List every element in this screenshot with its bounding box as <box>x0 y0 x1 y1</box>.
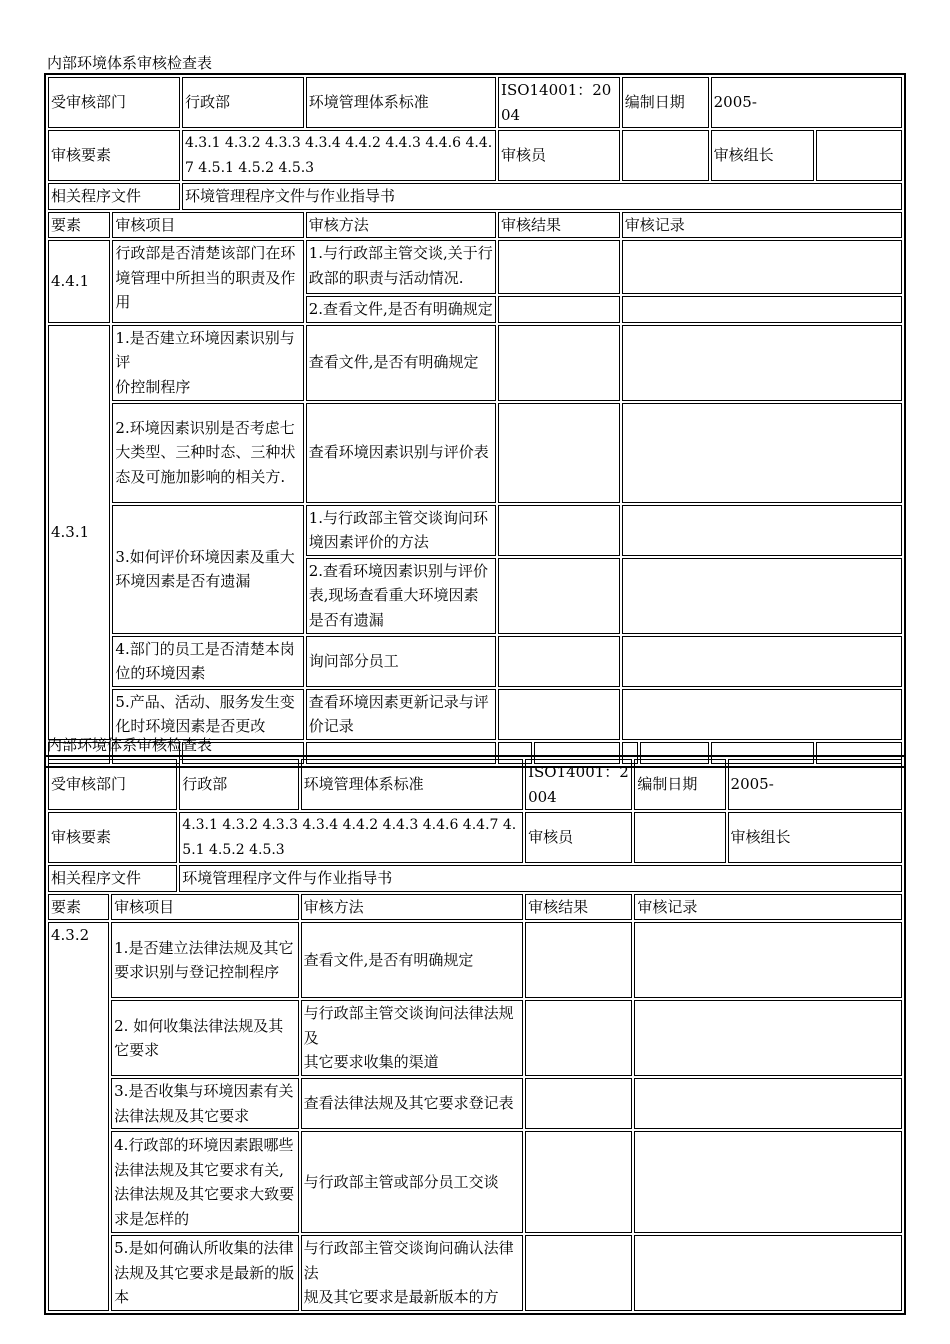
audit-checklist-table-2 <box>44 755 906 1315</box>
method-432-2-line1: 与行政部主管交谈询问法律法规及 <box>303 1004 514 1047</box>
date-label: 编制日期 <box>622 77 709 128</box>
method-432-2-line2: 其它要求收集的渠道 <box>303 1053 439 1072</box>
elements-label: 审核要素 <box>48 130 180 181</box>
record-cell <box>622 636 902 687</box>
col-method: 审核方法 <box>301 894 524 921</box>
item-431-1-line2: 价控制程序 <box>115 377 191 396</box>
result-cell <box>498 689 620 740</box>
method-431-3b: 2.查看环境因素识别与评价表,现场查看重大环境因素是否有遗漏 <box>306 558 496 634</box>
record-cell <box>622 296 902 323</box>
elements-value: 4.3.1 4.3.2 4.3.3 4.3.4 4.4.2 4.4.3 4.4.6 4.4.7 4.5.1 4.5.2 4.5.3 <box>182 130 496 181</box>
item-431-1 <box>112 325 303 401</box>
procedure-value: 环境管理程序文件与作业指导书 <box>179 865 902 892</box>
col-element: 要素 <box>48 894 109 921</box>
record-cell <box>622 325 902 401</box>
record-cell <box>622 689 902 740</box>
item-432-1: 1.是否建立法律法规及其它要求识别与登记控制程序 <box>111 922 298 998</box>
item-431-2: 2.环境因素识别是否考虑七大类型、三种时态、三种状态及可施加影响的相关方. <box>112 403 303 503</box>
result-cell <box>498 240 620 294</box>
procedure-label: 相关程序文件 <box>48 183 180 210</box>
method-431-1: 查看文件,是否有明确规定 <box>306 325 496 401</box>
element-432: 4.3.2 <box>48 922 109 1311</box>
record-cell <box>634 1000 902 1076</box>
col-result: 审核结果 <box>525 894 632 921</box>
date-value: 2005- <box>711 77 902 128</box>
result-cell <box>498 505 620 556</box>
result-cell <box>498 296 620 323</box>
method-431-5: 查看环境因素更新记录与评价记录 <box>306 689 496 740</box>
form-title-1: 内部环境体系审核检查表 <box>47 54 213 72</box>
method-431-3a: 1.与行政部主管交谈询问环境因素评价的方法 <box>306 505 496 556</box>
method-431-4: 询问部分员工 <box>306 636 496 687</box>
leader-label: 审核组长 <box>711 130 814 181</box>
result-cell <box>498 403 620 503</box>
dept-label: 受审核部门 <box>48 77 180 128</box>
standard-value: ISO14001：2004 <box>498 77 620 128</box>
method-441-1: 1.与行政部主管交谈,关于行政部的职责与活动情况. <box>306 240 496 294</box>
elements-label: 审核要素 <box>48 812 177 863</box>
item-432-3: 3.是否收集与环境因素有关法律法规及其它要求 <box>111 1078 298 1129</box>
dept-value: 行政部 <box>182 77 304 128</box>
auditor-value <box>622 130 709 181</box>
procedure-label: 相关程序文件 <box>48 865 177 892</box>
result-cell <box>498 636 620 687</box>
item-432-4: 4.行政部的环境因素跟哪些法律法规及其它要求有关, 法律法规及其它要求大致要求是怎样的 <box>111 1131 298 1233</box>
item-432-5: 5.是如何确认所收集的法律法规及其它要求是最新的版本 <box>111 1235 298 1311</box>
leader-label: 审核组长 <box>728 812 902 863</box>
result-cell <box>525 1235 632 1311</box>
result-cell <box>498 558 620 634</box>
record-cell <box>622 558 902 634</box>
dept-value: 行政部 <box>179 759 298 810</box>
dept-label: 受审核部门 <box>48 759 177 810</box>
record-cell <box>634 922 902 998</box>
date-value: 2005- <box>728 759 902 810</box>
item-431-4: 4.部门的员工是否清楚本岗位的环境因素 <box>112 636 303 687</box>
record-cell <box>634 1235 902 1311</box>
standard-label: 环境管理体系标准 <box>306 77 496 128</box>
auditor-label: 审核员 <box>525 812 632 863</box>
item-432-2: 2. 如何收集法律法规及其它要求 <box>111 1000 298 1076</box>
col-element: 要素 <box>48 212 110 239</box>
method-441-2: 2.查看文件,是否有明确规定 <box>306 296 496 323</box>
elements-value: 4.3.1 4.3.2 4.3.3 4.3.4 4.4.2 4.4.3 4.4.6 4.4.7 4.5.1 4.5.2 4.5.3 <box>179 812 523 863</box>
item-431-3: 3.如何评价环境因素及重大环境因素是否有遗漏 <box>112 505 303 634</box>
record-cell <box>634 1078 902 1129</box>
record-cell <box>622 403 902 503</box>
record-cell <box>622 505 902 556</box>
standard-label: 环境管理体系标准 <box>301 759 524 810</box>
element-431: 4.3.1 <box>48 325 110 740</box>
method-432-5-line2: 规及其它要求是最新版本的方 <box>303 1288 499 1307</box>
date-label: 编制日期 <box>634 759 725 810</box>
col-record: 审核记录 <box>622 212 902 239</box>
item-431-5: 5.产品、活动、服务发生变化时环境因素是否更改 <box>112 689 303 740</box>
record-cell <box>622 240 902 294</box>
col-record: 审核记录 <box>634 894 902 921</box>
col-result: 审核结果 <box>498 212 620 239</box>
col-item: 审核项目 <box>112 212 303 239</box>
auditor-label: 审核员 <box>498 130 620 181</box>
method-432-2 <box>301 1000 524 1076</box>
method-432-5-line1: 与行政部主管交谈询问确认法律法 <box>303 1239 514 1282</box>
method-432-1: 查看文件,是否有明确规定 <box>301 922 524 998</box>
audit-checklist-table-1 <box>44 73 906 768</box>
element-441: 4.4.1 <box>48 240 110 323</box>
col-method: 审核方法 <box>306 212 496 239</box>
form-title-2: 内部环境体系审核检查表 <box>47 736 213 754</box>
standard-value: ISO14001：2004 <box>525 759 632 810</box>
method-432-4: 与行政部主管或部分员工交谈 <box>301 1131 524 1233</box>
record-cell <box>634 1131 902 1233</box>
leader-value <box>816 130 902 181</box>
auditor-value <box>634 812 725 863</box>
method-432-5 <box>301 1235 524 1311</box>
result-cell <box>525 1131 632 1233</box>
item-431-1-line1: 1.是否建立环境因素识别与评 <box>115 328 295 372</box>
procedure-value: 环境管理程序文件与作业指导书 <box>182 183 902 210</box>
result-cell <box>498 325 620 401</box>
method-432-3: 查看法律法规及其它要求登记表 <box>301 1078 524 1129</box>
result-cell <box>525 1078 632 1129</box>
result-cell <box>525 1000 632 1076</box>
result-cell <box>525 922 632 998</box>
item-441: 行政部是否清楚该部门在环境管理中所担当的职责及作用 <box>112 240 303 323</box>
method-431-2: 查看环境因素识别与评价表 <box>306 403 496 503</box>
col-item: 审核项目 <box>111 894 298 921</box>
